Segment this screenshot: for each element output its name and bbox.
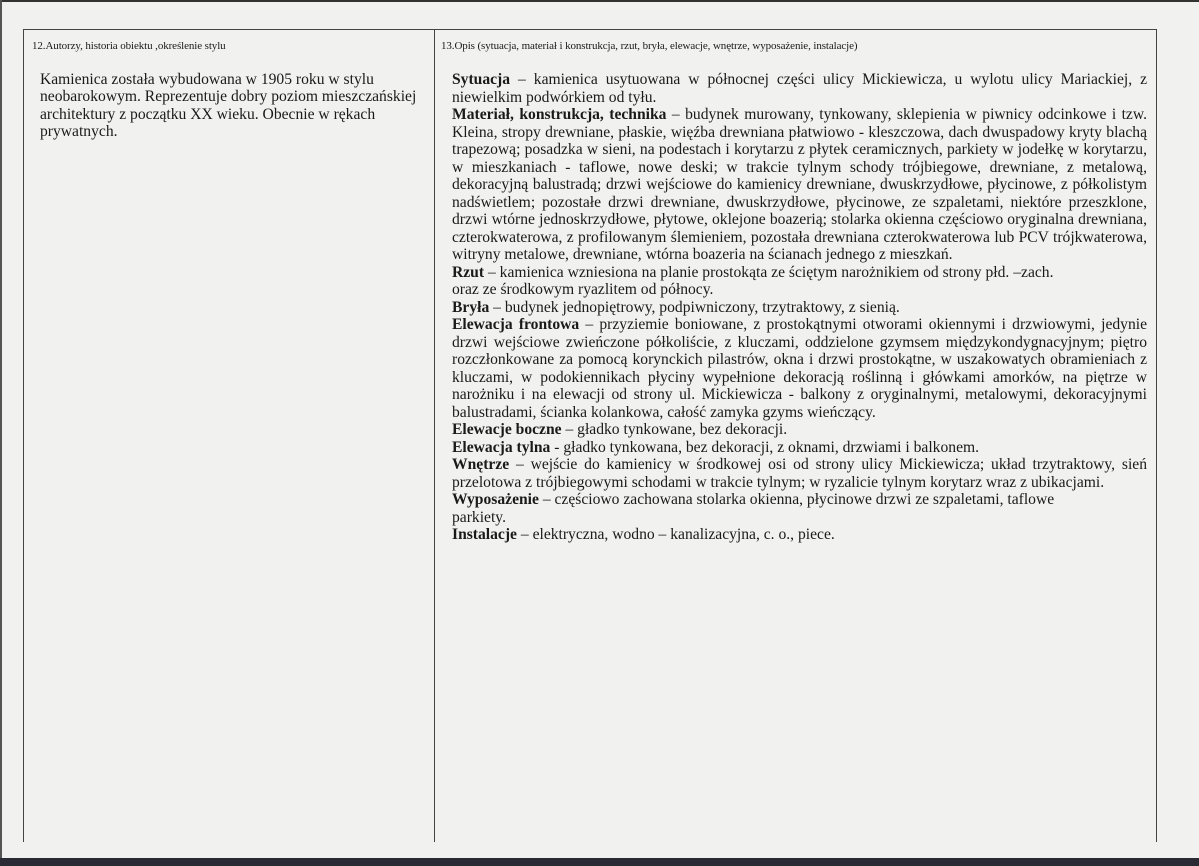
description-mass	[452, 299, 1147, 317]
section-13-header: 13.Opis (sytuacja, materiał i konstrukcja, rzut, bryła, elewacje, wnętrze, wyposażenie, instalacje)	[441, 40, 858, 52]
label: Bryła	[452, 298, 490, 316]
scan-edge-bottom	[0, 858, 1199, 866]
label: Elewacja tylna	[452, 438, 551, 456]
text: – gładko tynkowane, bez dekoracji.	[561, 421, 788, 438]
label: Elewacje boczne	[452, 421, 562, 438]
text: – kamienica wzniesiona na planie prostokąta ze ściętym narożnikiem od strony płd. –zach.	[484, 263, 1054, 281]
description-installations	[452, 526, 1147, 544]
label: Elewacja frontowa	[452, 316, 580, 333]
label: Wyposażenie	[452, 491, 539, 508]
text: – wejście do kamienicy w środkowej osi od strony ulicy Mickiewicza; układ trzytraktowy, sień przelotowa z trójbiegowymi schodami w trakcie tylnym; w ryzalicie tylnym korytarz wraz z ubikacjami.	[452, 456, 1147, 491]
section-12-header: 12.Autorzy, historia obiektu ,określenie stylu	[32, 40, 226, 52]
scan-edge-left	[0, 0, 2, 866]
text-continuation: oraz ze środkowym ryazlitem od północy.	[452, 281, 714, 298]
description-rear-elevation	[452, 439, 1147, 457]
text: - gładko tynkowana, bez dekoracji, z oknami, drzwiami i balkonem.	[550, 438, 980, 456]
description-front-elevation	[452, 316, 1147, 421]
description-material	[452, 106, 1147, 264]
text: – budynek jednopiętrowy, podpiwniczony, trzytraktowy, z sienią.	[489, 298, 900, 316]
label: Materiał, konstrukcja, technika	[452, 106, 667, 123]
label: Sytuacja	[452, 71, 511, 88]
text: – przyziemie boniowane, z prostokątnymi otworami okiennymi i drzwiowymi, jedynie drzwi wejściowe zwieńczone półkoliście, z kluczami, oddzielone gzymsem międzykondygnacyjnym; piętro rozczłonkowane za pomocą korynckich pilastrów, okna i drzwi prostokątne, w uszakowatych obramieniach z kluczami, w podokiennikach płyciny wypełnione dekoracją roślinną i główkami amorków, na piętrze w narożniku i na elewacji od strony ul. Mickiewicza - balkony z oryginalnymi, metalowymi, dekoracyjnymi balustradami, ścianka kolankowa, całość zamyka gzyms wieńczący.	[452, 316, 1148, 421]
description-plan	[452, 264, 1147, 299]
section-12-body: Kamienica została wybudowana w 1905 roku w stylu neobarokowym. Reprezentuje dobry poziom mieszczańskiej architektury z początku XX wieku. Obecnie w rękach prywatnych.	[40, 71, 417, 141]
text: – elektryczna, wodno – kanalizacyjna, c. o., piece.	[516, 526, 835, 543]
text: – częściowo zachowana stolarka okienna, płycinowe drzwi ze szpaletami, taflowe parkiety.	[452, 491, 1055, 526]
text: – kamienica usytuowana w północnej części ulicy Mickiewicza, u wylotu ulicy Mariackiej, z niewielkim podwórkiem od tyłu.	[452, 71, 1147, 106]
column-divider	[434, 29, 435, 842]
description-situation	[452, 71, 1147, 106]
description-interior	[452, 456, 1147, 491]
label: Rzut	[452, 263, 485, 281]
scan-edge-top	[0, 0, 1199, 2]
label: Wnętrze	[452, 456, 510, 473]
description-furnishings	[452, 491, 1147, 526]
label: Instalacje	[452, 526, 517, 543]
text: – budynek murowany, tynkowany, sklepienia w piwnicy odcinkowe i tzw. Kleina, stropy drewniane, płaskie, więźba drewniana płatwiowo - kleszczowa, dach dwuspadowy kryty blachą trapezową; posadzka w sieni, na podestach i korytarzu z płytek ceramicznych, parkiety w jodełkę w korytarzu, w mieszkaniach - taflowe, nowe deski; w trakcie tylnym schody trójbiegowe, drewniane, z metalową, dekoracyjną balustradą; drzwi wejściowe do kamienicy drewniane, dwuskrzydłowe, płycinowe, z półkolistym nadświetlem; pozostałe drzwi drewniane, dwuskrzydłowe, płycinowe, ze szpaletami, niektóre przeszklone, drzwi wtórne jednoskrzydłowe, płytowe, oklejone boazerią; stolarka okienna częściowo oryginalna drewniana, czterokwaterowa, z profilowanym ślemieniem, pozostała drewniana czterokwaterowa lub PCV trójkwaterowa, witryny metalowe, drewniane, wtórna boazeria na ścianach jednego z mieszkań.	[452, 106, 1147, 263]
section-13-body	[452, 71, 1147, 544]
description-side-elevations	[452, 421, 1147, 439]
